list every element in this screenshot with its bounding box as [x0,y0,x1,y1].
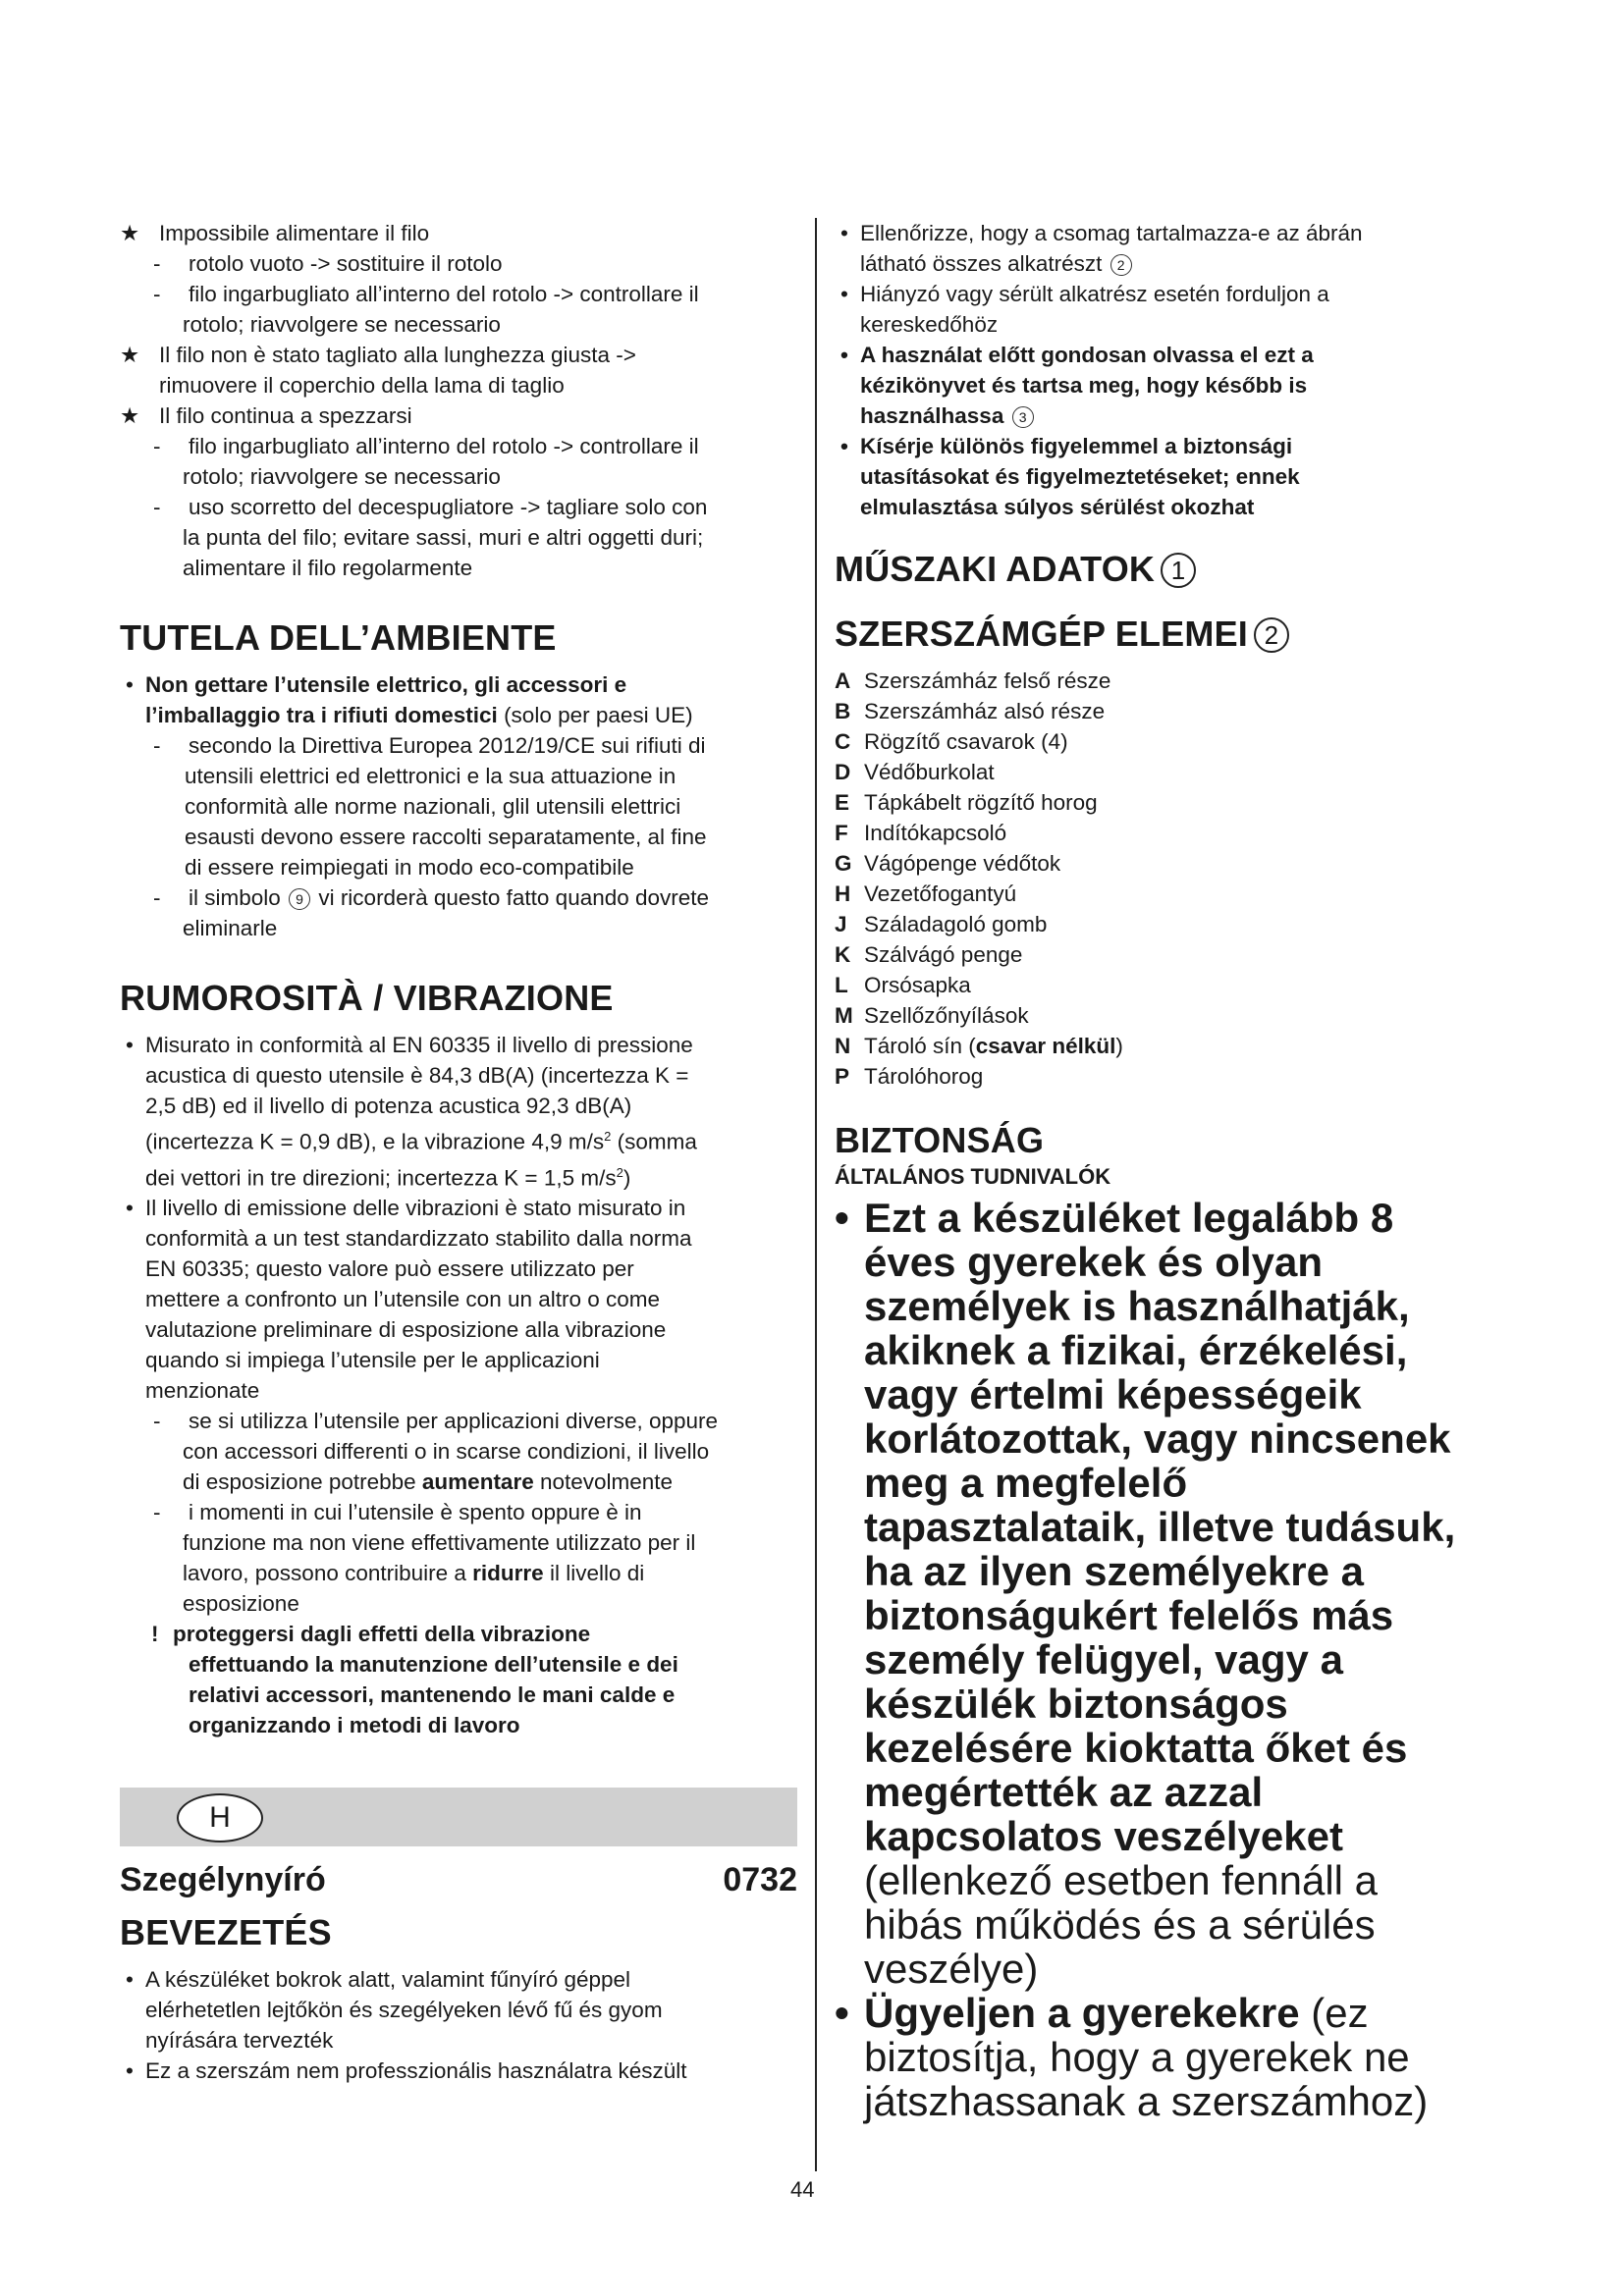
env-heading: TUTELA DELL’AMBIENTE [120,617,557,658]
column-divider [815,218,817,2171]
star-icon: ★ [120,343,140,367]
part-item: B Szerszámház alsó része [835,699,1106,723]
parts-list [835,666,1512,1092]
part-item: J Száladagoló gomb [835,912,1048,936]
warning-icon: ! [151,1622,159,1646]
intro-heading: BEVEZETÉS [120,1912,332,1952]
page-number: 44 [790,2177,815,2202]
trouble-dash-item: - filo ingarbugliato all’interno del rotolo -> controllare il [153,282,699,306]
safety-heading: BIZTONSÁG [835,1120,1045,1160]
product-name: Szegélynyíró [120,1861,326,1898]
trouble-dash-item: - uso scorretto del decespugliatore -> tagliare solo con [153,495,708,519]
left-column [120,218,797,2086]
product-title-row [120,1858,797,1901]
part-item: G Vágópenge védőtok [835,851,1061,876]
part-item: M Szellőzőnyílások [835,1003,1029,1028]
intro-section: • A készüléket bokrok alatt, valamint fűnyíró géppel elérhetetlen lejtőkön és szegélyeken lévő fű és gyom nyírására tervezték • Ez a szerszám nem professzionális használatra készült [126,1967,687,2083]
part-item: D Védőburkolat [835,760,995,784]
intro-bullets: • Ellenőrizze, hogy a csomag tartalmazza-e az ábrán látható összes alkatrészt 2 • Hiányzó vagy sérült alkatrész esetén forduljon a kereskedőhöz • A használat előtt gondosan olvassa el ezt a kézikönyvet és tartsa meg, hogy később is használhassa 3 • Kísérje különös figyelemmel a biztonsági utasításokat és figyelmeztetéseket; ennek elmulasztása súlyos sérülést okozhat [840,221,1363,519]
trouble-dash-item: - filo ingarbugliato all’interno del rotolo -> controllare il [153,434,699,458]
language-bar [120,1788,797,1846]
tech-data-heading: MŰSZAKI ADATOK 1 [835,548,1512,591]
trouble-continuation: rotolo; riavvolgere se necessario [183,312,501,337]
trouble-dash-item: - rotolo vuoto -> sostituire il rotolo [153,251,503,276]
part-item: F Indítókapcsoló [835,821,1007,845]
general-info-subheading: ÁLTALÁNOS TUDNIVALÓK [835,1164,1111,1189]
part-item: C Rögzítő csavarok (4) [835,729,1068,754]
star-icon: ★ [120,221,140,245]
trouble-continuation: alimentare il filo regolarmente [183,556,473,580]
figure-ref-1: 1 [1161,553,1196,588]
part-item: P Tárolóhorog [835,1064,984,1089]
figure-ref-3: 3 [1012,406,1034,428]
part-item: L Orsósapka [835,973,971,997]
part-item: A Szerszámház felső része [835,668,1111,693]
noise-section: • Misurato in conformità al EN 60335 il livello di pressione acustica di questo utensile è 84,3 dB(A) (incertezza K = 2,5 dB) ed il livello di potenza acustica 92,3 dB(A) (incertezza K = 0,9 dB), e la vibrazione 4,9 $m/s^2$ (somma dei vettori in tre direzioni; incertezza K = 1,5 $m/s^2$) • Il livello di emissione delle vibrazioni è stato misurato in conformità a un test standardizzato stabilito dalla norma EN 60335; questo valore può essere utilizzato per mettere a confronto un l’utensile con un altro o come valutazione preliminare di esposizione alla vibrazione quando si impiega l’utensile per le applicazioni menzionate - se si utilizza l’utensile per applicazioni diverse, oppure con accessori differenti o in scarse condizioni, il livello di esposizione potrebbe aumentare notevolmente - i momenti in cui l’utensile è spento oppure è in funzione ma non viene effettivamente utilizzato per il lavoro, possono contribuire a ridurre il livello di esposizione ! proteggersi dagli effetti della vibrazione effettuando la manutenzione dell’utensile e dei relativi accessori, mantenendo le mani calde e organizzando i metodi di lavoro [126,1033,719,1737]
env-section: • Non gettare l’utensile elettrico, gli accessori e l’imballaggio tra i rifiuti domestici (solo per paesi UE) - secondo la Direttiva Europea 2012/19/CE sui rifiuti di utensili elettrici ed elettronici e la sua attuazione in conformità alle norme nazionali, glil utensili elettrici esausti devono essere raccolti separatamente, al fine di essere reimpiegati in modo eco-compatibile - il simbolo 9 vi ricorderà questo fatto quando dovrete eliminarle [126,672,710,940]
right-column [835,218,1512,2123]
trouble-star-item: ★ Il filo non è stato tagliato alla lunghezza giusta -> [120,340,797,370]
noise-heading: RUMOROSITÀ / VIBRAZIONE [120,978,614,1018]
troubleshooting-list [120,218,797,583]
trouble-continuation: rotolo; riavvolgere se necessario [183,464,501,489]
part-item: K Szálvágó penge [835,942,1023,967]
part-item: E Tápkábelt rögzítő horog [835,790,1098,815]
tool-parts-heading: SZERSZÁMGÉP ELEMEI 2 [835,613,1512,656]
figure-ref-2: 2 [1110,254,1132,276]
trouble-star-item: ★ Il filo continua a spezzarsi [120,400,797,431]
trouble-star-item: ★ Impossibile alimentare il filo [120,218,797,248]
figure-ref-2: 2 [1254,617,1289,653]
part-item: H Vezetőfogantyú [835,881,1017,906]
part-item: N Tároló sín (csavar nélkül) [835,1034,1123,1058]
safety-warnings: • Ezt a készüléket legalább 8 éves gyerekek és olyan személyek is használhatják, akiknek a fizikai, érzékelési, vagy értelmi képességeik korlátozottak, vagy nincsenek meg a megfelelő tapasztalataik, illetve tudásuk, ha az ilyen személyekre a biztonságukért felelős más személy felügyel, vagy a készülék biztonságos kezelésére kioktatta őket és megértették az azzal kapcsolatos veszélyeket (ellenkező esetben fennáll a hibás működés és a sérülés veszélye) • Ügyeljen a gyerekekre (ez biztosítja, hogy a gyerekek ne játszhassanak a szerszámhoz) [835,1195,1456,2124]
star-icon: ★ [120,403,140,428]
figure-ref-9: 9 [289,888,310,910]
trouble-continuation: la punta del filo; evitare sassi, muri e altri oggetti duri; [183,525,704,550]
trouble-continuation: rimuovere il coperchio della lama di taglio [159,373,565,398]
model-number: 0732 [723,1861,797,1898]
language-code-badge: H [177,1793,263,1842]
